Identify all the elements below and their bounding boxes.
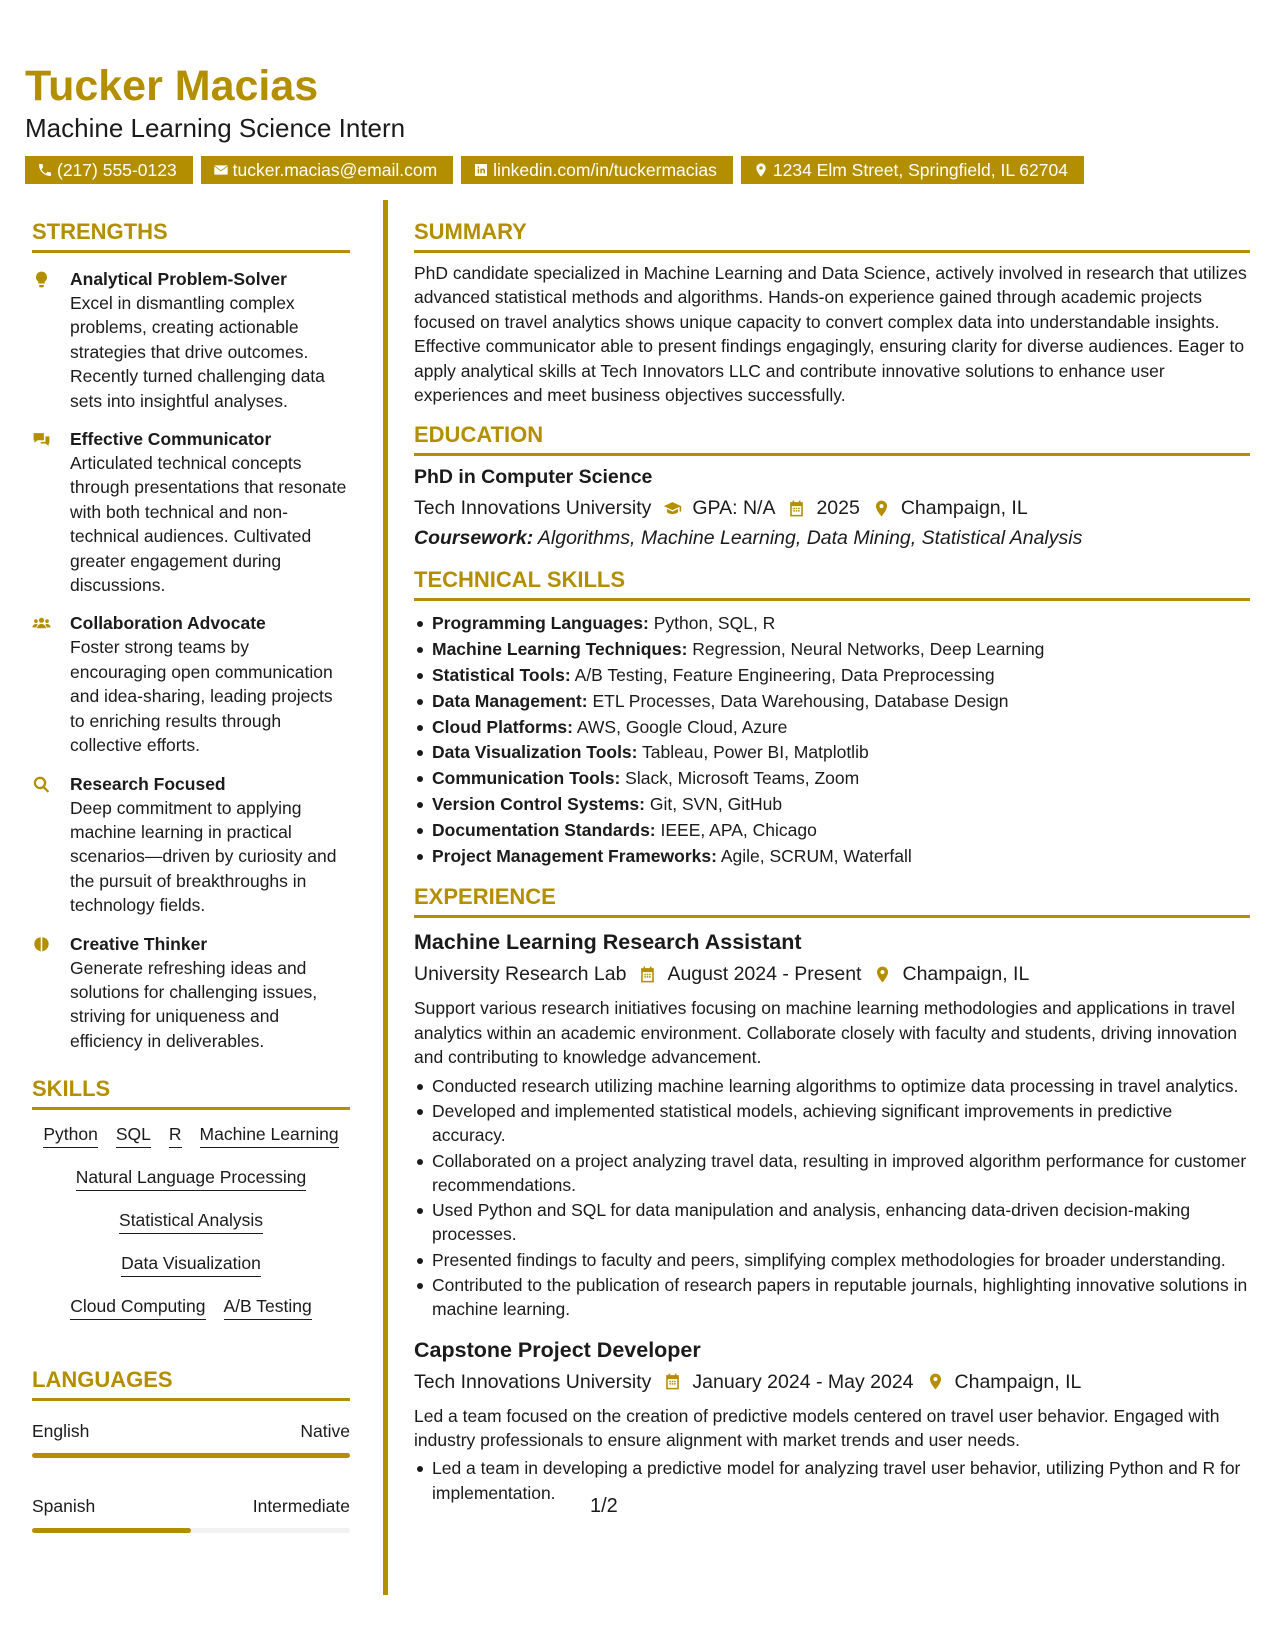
skill-value: Python, SQL, R	[653, 613, 776, 634]
job-org: Tech Innovations University	[414, 1370, 652, 1393]
calendar-icon	[663, 1372, 682, 1391]
search-icon	[32, 775, 51, 794]
language-level: Native	[300, 1421, 350, 1442]
strength-item	[32, 932, 350, 1054]
education-section	[414, 421, 1250, 552]
phone-icon	[37, 162, 53, 178]
skill-tags	[32, 1122, 350, 1320]
skill-tag: SQL	[116, 1122, 151, 1148]
skill-value: A/B Testing, Feature Engineering, Data Preprocessing	[574, 665, 995, 686]
contact-linkedin[interactable]	[461, 156, 733, 184]
location-pin-icon	[926, 1372, 945, 1391]
brain-icon	[32, 935, 51, 954]
list-item: Presented findings to faculty and peers, simplifying complex methodologies for broader understanding.	[414, 1248, 1250, 1272]
list-item	[414, 715, 1250, 741]
strength-title: Research Focused	[70, 773, 226, 794]
skill-value: Agile, SCRUM, Waterfall	[720, 845, 912, 866]
strengths-heading: STRENGTHS	[32, 218, 350, 253]
gpa: GPA: N/A	[692, 497, 776, 520]
left-column	[32, 218, 350, 1533]
calendar-icon	[638, 965, 657, 984]
skill-value: Tableau, Power BI, Matplotlib	[642, 742, 869, 763]
list-item: Collaborated on a project analyzing travel data, resulting in improved algorithm performance for customer recommendations.	[414, 1149, 1250, 1197]
job-location: Champaign, IL	[954, 1370, 1082, 1393]
strength-title: Analytical Problem-Solver	[70, 269, 287, 289]
language-proficiency-fill	[32, 1453, 350, 1458]
list-item: Contributed to the publication of research papers in reputable journals, highlighting innovative solutions in machine learning.	[414, 1273, 1250, 1321]
list-item	[414, 818, 1250, 844]
strength-title: Effective Communicator	[70, 429, 272, 450]
calendar-icon	[787, 499, 806, 518]
education-location: Champaign, IL	[900, 497, 1028, 520]
skill-label: Project Management Frameworks:	[432, 845, 717, 866]
skill-value: IEEE, APA, Chicago	[660, 819, 817, 840]
contact-phone-text: (217) 555-0123	[57, 160, 177, 180]
skill-tag: Machine Learning	[200, 1122, 339, 1148]
skills-heading: SKILLS	[32, 1075, 350, 1110]
skill-label: Data Management:	[432, 690, 588, 711]
list-item	[414, 844, 1250, 870]
skill-tag: Statistical Analysis	[119, 1208, 263, 1234]
strength-title: Creative Thinker	[70, 933, 208, 954]
job-location: Champaign, IL	[902, 963, 1030, 986]
strength-desc: Deep commitment to applying machine learning in practical scenarios—driven by curiosity and the pursuit of breakthroughs in technology fields.	[70, 797, 337, 916]
skill-value: ETL Processes, Data Warehousing, Database Design	[592, 690, 1009, 711]
technical-skills-heading: TECHNICAL SKILLS	[414, 566, 1250, 601]
strength-item	[32, 611, 350, 757]
skill-label: Documentation Standards:	[432, 819, 656, 840]
contact-email[interactable]	[201, 156, 454, 184]
strength-item	[32, 427, 350, 597]
skill-tag: R	[169, 1122, 182, 1148]
coursework	[414, 524, 1250, 552]
language-name: Spanish	[32, 1496, 96, 1517]
page-number: 1/2	[590, 1495, 618, 1517]
strength-desc: Generate refreshing ideas and solutions for challenging issues, striving for uniqueness and efficiency in deliverables.	[70, 957, 318, 1051]
strength-desc: Foster strong teams by encouraging open communication and idea-sharing, leading projects to enriching results through collective efforts.	[70, 637, 333, 756]
skill-value: Regression, Neural Networks, Deep Learning	[692, 639, 1045, 660]
list-item: Used Python and SQL for data manipulation and analysis, enhancing data-driven decision-making processes.	[414, 1198, 1250, 1246]
language-proficiency-fill	[32, 1528, 191, 1533]
language-item	[32, 1419, 350, 1458]
graduation-cap-icon	[663, 499, 682, 518]
strength-desc: Articulated technical concepts through presentations that resonate with both technical and non-technical audiences. Cultivated greater engagement during discussions.	[70, 453, 347, 596]
job-entry	[414, 1336, 1250, 1505]
column-divider	[383, 200, 388, 1595]
skill-value: AWS, Google Cloud, Azure	[576, 716, 788, 737]
strength-title: Collaboration Advocate	[70, 613, 266, 634]
contact-address[interactable]	[741, 156, 1084, 184]
language-proficiency-bar	[32, 1453, 350, 1458]
candidate-name: Tucker Macias	[25, 62, 319, 110]
skill-label: Version Control Systems:	[432, 794, 645, 815]
resume-header	[25, 62, 1255, 184]
job-dates: August 2024 - Present	[667, 963, 862, 986]
linkedin-icon	[473, 162, 489, 178]
technical-skills-list	[414, 611, 1250, 869]
strength-item	[32, 772, 350, 918]
list-item	[414, 740, 1250, 766]
technical-skills-section	[414, 566, 1250, 869]
skill-tag: A/B Testing	[224, 1294, 312, 1320]
list-item	[414, 792, 1250, 818]
contact-linkedin-text: linkedin.com/in/tuckermacias	[493, 160, 717, 180]
job-meta	[414, 960, 1250, 988]
contact-email-text: tucker.macias@email.com	[232, 160, 438, 180]
job-title: Capstone Project Developer	[414, 1337, 701, 1362]
list-item: Led a team in developing a predictive model for analyzing travel user behavior, utilizing Python and R for implementation.	[414, 1456, 1250, 1504]
education-meta	[414, 494, 1250, 522]
summary-text: PhD candidate specialized in Machine Learning and Data Science, actively involved in research that utilizes advanced statistical methods and algorithms. Hands-on experience gained through academic projects focused on travel analytics shows unique capacity to convert complex data into understandable insights. Effective communicator able to present findings engagingly, ensuring clarity for diverse audiences. Eager to apply analytical skills at Tech Innovators LLC and contribute innovative solutions to enhance user experiences and meet business objectives successfully.	[414, 263, 1247, 406]
school-name: Tech Innovations University	[414, 497, 652, 520]
list-item	[414, 766, 1250, 792]
job-entry	[414, 928, 1250, 1321]
contact-address-text: 1234 Elm Street, Springfield, IL 62704	[772, 160, 1068, 180]
language-level: Intermediate	[252, 1496, 350, 1517]
experience-heading: EXPERIENCE	[414, 883, 1250, 918]
language-proficiency-bar	[32, 1528, 350, 1533]
skill-tag: Data Visualization	[121, 1251, 261, 1277]
skill-label: Programming Languages:	[432, 613, 649, 634]
skill-label: Data Visualization Tools:	[432, 742, 638, 763]
summary-heading: SUMMARY	[414, 218, 1250, 253]
skill-tag: Natural Language Processing	[76, 1165, 307, 1191]
languages-section	[32, 1366, 350, 1533]
job-description: Support various research initiatives focusing on machine learning methodologies and applications in travel analytics within an academic environment. Collaborate closely with faculty and students, driving innovation and contributing to knowledge advancement.	[414, 998, 1237, 1068]
list-item: Conducted research utilizing machine learning algorithms to optimize data processing in travel analytics.	[414, 1074, 1250, 1098]
users-icon	[32, 614, 51, 633]
graduation-year: 2025	[816, 497, 860, 520]
lightbulb-icon	[32, 270, 51, 289]
job-dates: January 2024 - May 2024	[692, 1370, 914, 1393]
job-bullets	[414, 1074, 1250, 1322]
contact-phone[interactable]	[25, 156, 193, 184]
languages-heading: LANGUAGES	[32, 1366, 350, 1401]
envelope-icon	[213, 162, 229, 178]
strength-desc: Excel in dismantling complex problems, creating actionable strategies that drive outcomes. Recently turned challenging data sets into insightful analyses.	[70, 293, 325, 411]
job-title: Machine Learning Research Assistant	[414, 930, 802, 955]
comments-icon	[32, 430, 51, 449]
language-item	[32, 1494, 350, 1533]
job-description: Led a team focused on the creation of predictive models centered on travel user behavior. Engaged with industry professionals to ensure alignment with market trends and user needs.	[414, 1405, 1220, 1450]
coursework-list: Algorithms, Machine Learning, Data Mining, Statistical Analysis	[537, 527, 1083, 550]
skill-tag: Cloud Computing	[70, 1294, 205, 1320]
skill-label: Cloud Platforms:	[432, 716, 573, 737]
coursework-label: Coursework:	[414, 527, 534, 550]
skill-value: Slack, Microsoft Teams, Zoom	[625, 768, 860, 789]
skill-value: Git, SVN, GitHub	[649, 794, 783, 815]
contact-bar	[25, 156, 1255, 184]
job-org: University Research Lab	[414, 963, 627, 986]
skill-label: Machine Learning Techniques:	[432, 639, 688, 660]
list-item	[414, 611, 1250, 637]
location-pin-icon	[873, 965, 892, 984]
location-pin-icon	[753, 162, 769, 178]
education-heading: EDUCATION	[414, 421, 1250, 456]
candidate-role: Machine Learning Science Intern	[25, 113, 406, 143]
list-item	[414, 663, 1250, 689]
list-item	[414, 637, 1250, 663]
experience-section	[414, 883, 1250, 1504]
skill-label: Communication Tools:	[432, 768, 621, 789]
skill-tag: Python	[43, 1122, 97, 1148]
degree-title: PhD in Computer Science	[414, 466, 653, 489]
language-name: English	[32, 1421, 90, 1442]
skills-section	[32, 1075, 350, 1320]
skill-label: Statistical Tools:	[432, 665, 571, 686]
list-item	[414, 689, 1250, 715]
job-bullets	[414, 1456, 1250, 1504]
location-pin-icon	[872, 499, 891, 518]
strength-item	[32, 267, 350, 413]
job-meta	[414, 1368, 1250, 1396]
right-column	[414, 218, 1250, 1506]
list-item: Developed and implemented statistical models, achieving significant improvements in predictive accuracy.	[414, 1099, 1250, 1147]
